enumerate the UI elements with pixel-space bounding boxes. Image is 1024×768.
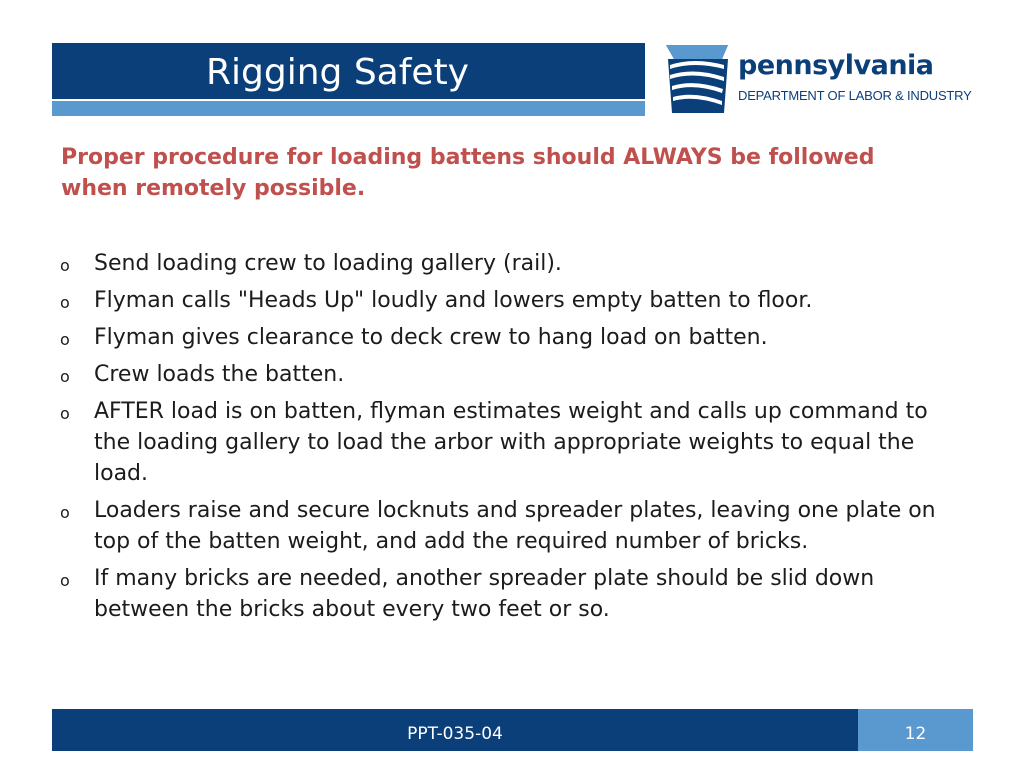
bullet-text: If many bricks are needed, another spreader plate should be slid down between the bricks about every two feet or so. [94,566,875,622]
footer-code: PPT-035-04 [407,724,503,744]
title-underline [52,101,645,116]
bullet-list [60,248,970,631]
bullet-item [60,563,970,625]
bullet-text: Loaders raise and secure locknuts and spreader plates, leaving one plate on top of the batten weight, and add the required number of bricks. [94,498,936,554]
bullet-item [60,495,970,557]
page-number: 12 [904,724,927,744]
keystone-icon [664,43,730,115]
bullet-text: Send loading crew to loading gallery (rail). [94,251,562,276]
bullet-text: AFTER load is on batten, flyman estimates weight and calls up command to the loading gallery to load the arbor with appropriate weights to equal the load. [94,399,928,486]
bullet-text: Flyman gives clearance to deck crew to hang load on batten. [94,325,768,350]
bullet-marker: o [60,367,70,386]
bullet-marker: o [60,256,70,275]
bullet-item [60,248,970,279]
bullet-marker: o [60,293,70,312]
bullet-marker: o [60,503,70,522]
logo-name: pennsylvania [738,50,934,81]
bullet-marker: o [60,571,70,590]
bullet-item [60,396,970,489]
slide-title: Rigging Safety [206,52,469,93]
logo-department: DEPARTMENT OF LABOR & INDUSTRY [738,88,972,103]
bullet-item [60,285,970,316]
bullet-item [60,359,970,390]
slide-subtitle: Proper procedure for loading battens should ALWAYS be followed when remotely possible. [61,145,875,201]
bullet-text: Flyman calls "Heads Up" loudly and lowers empty batten to floor. [94,288,813,313]
page-number-box [858,709,973,751]
bullet-item [60,322,970,353]
bullet-text: Crew loads the batten. [94,362,345,387]
footer-bar [52,709,858,751]
bullet-marker: o [60,330,70,349]
bullet-marker: o [60,404,70,423]
pa-labor-logo [664,43,984,115]
